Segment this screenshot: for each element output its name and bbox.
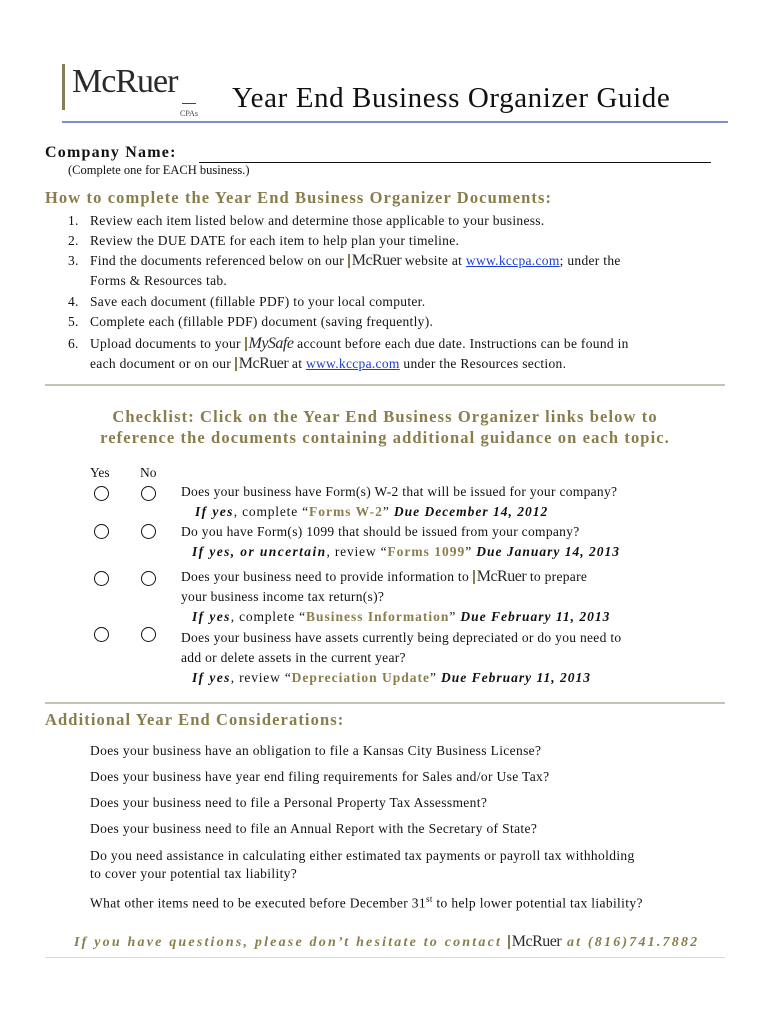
last-pre: What other items need to be executed before December 31 xyxy=(90,895,426,911)
due-date: Due December 14, 2012 xyxy=(393,504,549,519)
question-line2: your business income tax return(s)? xyxy=(181,589,385,604)
step-text-post: ; under the xyxy=(559,253,621,268)
instruction-action: , complete “ xyxy=(233,504,309,519)
step-text: Save each document (fillable PDF) to your local computer. xyxy=(90,294,426,309)
w2-instruction xyxy=(195,502,548,522)
forms-w2-link[interactable]: Forms W-2 xyxy=(308,504,383,519)
quote-close: ” xyxy=(430,670,437,685)
if-yes: If yes xyxy=(192,670,231,685)
question-line1: Does your business have assets currently being depreciated or do you need to xyxy=(181,630,622,645)
checklist-heading-line1: Checklist: Click on the Year End Business Organizer links below to xyxy=(112,407,658,426)
question-post: to prepare xyxy=(529,569,588,584)
logo-wordmark: McRuer xyxy=(72,63,178,100)
step-text-post: account before each due date. Instructions can be found in xyxy=(297,336,629,351)
consideration-item-last xyxy=(90,890,730,913)
1099-question: Do you have Form(s) 1099 that should be issued from your company? xyxy=(181,524,580,539)
w2-yes-radio[interactable] xyxy=(94,486,109,501)
depreciation-question xyxy=(181,628,721,668)
mcruer-inline-logo: McRuer xyxy=(235,357,288,371)
1099-no-radio[interactable] xyxy=(141,524,156,539)
step-text: Complete each (fillable PDF) document (saving frequently). xyxy=(90,314,434,329)
forms-1099-link[interactable]: Forms 1099 xyxy=(387,544,466,559)
step-number: 4. xyxy=(68,294,79,309)
last-post: to help lower potential tax liability? xyxy=(432,895,643,911)
question-line2: add or delete assets in the current year? xyxy=(181,650,406,665)
business-info-no-radio[interactable] xyxy=(141,571,156,586)
due-date: Due February 11, 2013 xyxy=(460,609,611,624)
due-date: Due February 11, 2013 xyxy=(440,670,591,685)
if-yes: If yes xyxy=(195,504,234,519)
company-name-field[interactable] xyxy=(199,162,711,163)
consideration-item: Does your business have an obligation to file a Kansas City Business License? xyxy=(90,743,542,758)
if-yes: If yes xyxy=(192,609,231,624)
step-number: 1. xyxy=(68,213,79,228)
consideration-item-cont: to cover your potential tax liability? xyxy=(90,866,298,881)
section-divider xyxy=(45,702,725,704)
1099-instruction xyxy=(192,542,620,562)
instruction-action: , review “ xyxy=(326,544,388,559)
checklist-heading-line2: reference the documents containing additional guidance on each topic. xyxy=(100,428,670,447)
step-text xyxy=(90,251,730,291)
w2-question: Does your business have Form(s) W-2 that will be issued for your company? xyxy=(181,484,618,499)
quote-close: ” xyxy=(449,609,457,624)
yes-column-label: Yes xyxy=(90,465,110,480)
step-text: Review the DUE DATE for each item to help plan your timeline. xyxy=(90,233,460,248)
instruction-action: , review “ xyxy=(230,670,292,685)
if-yes: If yes, or uncertain xyxy=(192,544,327,559)
consideration-item: Do you need assistance in calculating either estimated tax payments or payroll tax withholding xyxy=(90,848,635,863)
mcruer-inline-logo: McRuer xyxy=(348,254,401,268)
step-number: 5. xyxy=(68,314,79,329)
mcruer-logo xyxy=(62,63,207,118)
kccpa-link[interactable]: www.kccpa.com xyxy=(465,253,560,268)
footer-divider xyxy=(45,957,725,958)
step-text-mid: website at xyxy=(404,253,463,268)
depreciation-instruction xyxy=(192,668,591,688)
step-text-pre: Upload documents to your xyxy=(90,336,241,351)
business-information-link[interactable]: Business Information xyxy=(305,609,450,624)
logo-bar xyxy=(62,64,65,110)
section-divider xyxy=(45,384,725,386)
mysafe-inline-logo: MySafe xyxy=(245,337,294,351)
1099-yes-radio[interactable] xyxy=(94,524,109,539)
last-sup: st xyxy=(425,894,433,904)
consideration-item: Does your business need to file a Personal Property Tax Assessment? xyxy=(90,795,488,810)
footer-pre: If you have questions, please don’t hesitate to contact xyxy=(74,935,503,950)
step-text: Review each item listed below and determine those applicable to your business. xyxy=(90,213,545,228)
step-text-line2-post: under the Resources section. xyxy=(403,356,567,371)
quote-close: ” xyxy=(465,544,473,559)
depreciation-no-radio[interactable] xyxy=(141,627,156,642)
depreciation-yes-radio[interactable] xyxy=(94,627,109,642)
step-number: 2. xyxy=(68,233,79,248)
step-text-pre: Find the documents referenced below on our xyxy=(90,253,345,268)
business-info-question xyxy=(181,567,721,607)
step-text-line2-mid: at xyxy=(291,356,303,371)
additional-heading: Additional Year End Considerations: xyxy=(45,710,345,729)
how-to-heading: How to complete the Year End Business Organizer Documents: xyxy=(45,188,553,207)
company-name-note: (Complete one for EACH business.) xyxy=(68,163,250,177)
header-divider xyxy=(62,121,728,123)
step-text xyxy=(90,334,730,374)
consideration-item: Does your business need to file an Annual Report with the Secretary of State? xyxy=(90,821,538,836)
logo-cpas: CPAs xyxy=(180,100,207,127)
step-number: 3. xyxy=(68,253,79,268)
contact-footer xyxy=(74,935,699,951)
instruction-action: , complete “ xyxy=(230,609,306,624)
footer-post: at (816)741.7882 xyxy=(566,935,700,950)
consideration-item: Does your business have year end filing requirements for Sales and/or Use Tax? xyxy=(90,769,550,784)
page-title: Year End Business Organizer Guide xyxy=(232,82,671,114)
step-text-line2: Forms & Resources tab. xyxy=(90,273,228,288)
mcruer-inline-logo: McRuer xyxy=(508,935,561,949)
business-info-instruction xyxy=(192,607,610,627)
kccpa-link[interactable]: www.kccpa.com xyxy=(305,356,400,371)
business-info-yes-radio[interactable] xyxy=(94,571,109,586)
due-date: Due January 14, 2013 xyxy=(476,544,620,559)
question-pre: Does your business need to provide information to xyxy=(181,569,470,584)
company-name-label: Company Name: xyxy=(45,144,177,161)
step-number: 6. xyxy=(68,336,79,351)
w2-no-radio[interactable] xyxy=(141,486,156,501)
depreciation-update-link[interactable]: Depreciation Update xyxy=(291,670,430,685)
step-text-line2-pre: each document or on our xyxy=(90,356,232,371)
mcruer-inline-logo: McRuer xyxy=(473,570,526,584)
no-column-label: No xyxy=(140,465,157,480)
quote-close: ” xyxy=(382,504,390,519)
